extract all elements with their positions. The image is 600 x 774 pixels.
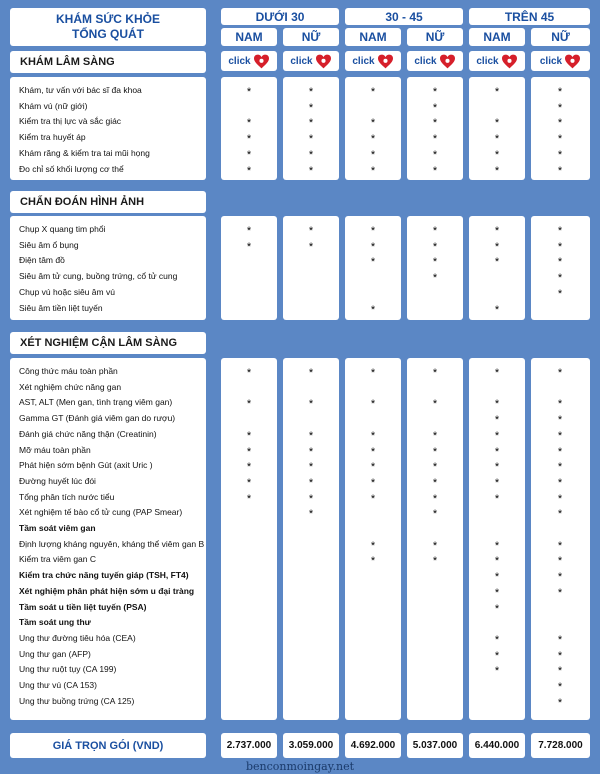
included-mark: * [557,164,563,177]
included-mark: * [246,476,252,489]
included-mark: * [557,633,563,646]
included-mark: * [308,164,314,177]
row-label: Ung thư buồng trứng (CA 125) [19,695,135,706]
included-mark: * [246,445,252,458]
row-label: Đường huyết lúc đói [19,475,96,486]
row-label: Mỡ máu toàn phần [19,444,91,455]
table-row [0,567,600,583]
row-label: Ung thư đường tiêu hóa (CEA) [19,632,136,643]
included-mark: * [308,86,314,98]
table-row [0,300,600,316]
included-mark: * [432,398,438,411]
row-label: Siêu âm tiền liệt tuyến [19,302,103,313]
included-mark: * [494,445,500,458]
row-label: Xét nghiệm phân phát hiện sớm u đại tràng [19,585,195,596]
included-mark: * [494,164,500,177]
included-mark: * [432,461,438,474]
included-mark: * [557,492,563,505]
included-mark: * [432,508,438,521]
click-button-nam-over-45[interactable]: click [469,51,525,71]
included-mark: * [557,256,563,269]
included-mark: * [432,445,438,458]
included-mark: * [557,148,563,161]
section-title-chan-doan-hinh-anh: CHẨN ĐOÁN HÌNH ẢNH [10,191,206,213]
table-row [0,442,600,458]
included-mark: * [557,133,563,146]
row-label: Ung thư gan (AFP) [19,648,91,659]
included-mark: * [370,367,376,379]
included-mark: * [557,117,563,130]
gender-nam-1: NAM [221,28,277,46]
included-mark: * [494,225,500,237]
row-label: Kiểm tra huyết áp [19,132,86,143]
row-label: Tổng phân tích nước tiểu [19,491,115,502]
table-row [0,677,600,693]
row-label: AST, ALT (Men gan, tình trạng viêm gan) [19,397,173,408]
section-title-xet-nghiem-can-lam-sang: XÉT NGHIỆM CẬN LÂM SÀNG [10,332,206,354]
included-mark: * [370,86,376,98]
price-nu-over-45: 7.728.000 [531,733,590,758]
included-mark: * [494,665,500,678]
included-mark: * [494,240,500,253]
included-mark: * [494,555,500,568]
included-mark: * [308,508,314,521]
included-mark: * [246,117,252,130]
included-mark: * [557,367,563,379]
included-mark: * [432,555,438,568]
included-mark: * [557,287,563,300]
included-mark: * [494,133,500,146]
gender-nu-1: NỮ [283,28,339,46]
row-label: Ung thư vú (CA 153) [19,680,97,690]
included-mark: * [494,476,500,489]
click-button-nu-over-45[interactable]: click [531,51,590,71]
included-mark: * [494,492,500,505]
gender-nu-3: NỮ [531,28,590,46]
table-row [0,145,600,161]
table-row [0,646,600,662]
included-mark: * [494,571,500,584]
row-label: Tầm soát u tiền liệt tuyến (PSA) [19,601,147,612]
included-mark: * [370,303,376,316]
included-mark: * [557,476,563,489]
footer-watermark: benconmoingay.net [245,760,355,773]
table-row [0,693,600,709]
row-label: Chụp X quang tim phổi [19,224,106,234]
group-under-30: DƯỚI 30 [221,8,339,25]
included-mark: * [557,461,563,474]
table-row [0,129,600,145]
table-row [0,410,600,426]
included-mark: * [432,164,438,177]
included-mark: * [432,272,438,285]
title-line-1: KHÁM SỨC KHỎE [56,12,160,26]
included-mark: * [308,240,314,253]
included-mark: * [494,303,500,316]
included-mark: * [432,133,438,146]
row-label: Xét nghiệm chức năng gan [19,381,122,392]
included-mark: * [370,539,376,552]
included-mark: * [557,445,563,458]
included-mark: * [432,539,438,552]
included-mark: * [432,225,438,237]
included-mark: * [494,414,500,427]
table-row [0,221,600,237]
row-label: Kiểm tra chức năng tuyến giáp (TSH, FT4) [19,570,189,581]
included-mark: * [557,508,563,521]
title-line-2: TỔNG QUÁT [72,27,144,41]
table-row [0,379,600,395]
click-button-nam-under-30[interactable]: click [221,51,277,71]
table-row [0,82,600,98]
included-mark: * [308,445,314,458]
row-label: Kiểm tra viêm gan C [19,554,96,565]
row-label: Đánh giá chức năng thận (Creatinin) [19,428,157,439]
price-nu-under-30: 3.059.000 [283,733,339,758]
row-label: Phát hiện sớm bệnh Gút (axit Uric ) [19,460,153,471]
included-mark: * [308,492,314,505]
row-label: Công thức máu toàn phần [19,366,118,376]
included-mark: * [432,256,438,269]
included-mark: * [494,649,500,662]
row-label: Siêu âm tử cung, buồng trứng, cổ tử cung [19,271,178,282]
included-mark: * [370,133,376,146]
gender-nam-2: NAM [345,28,401,46]
table-row [0,237,600,253]
included-mark: * [246,148,252,161]
row-label: Ung thư ruột tụy (CA 199) [19,664,117,675]
table-row [0,551,600,567]
included-mark: * [432,492,438,505]
included-mark: * [494,429,500,442]
included-mark: * [557,586,563,599]
included-mark: * [308,148,314,161]
included-mark: * [370,256,376,269]
included-mark: * [370,164,376,177]
table-row [0,394,600,410]
price-label: GIÁ TRỌN GÓI (VND) [10,733,206,758]
included-mark: * [308,429,314,442]
included-mark: * [494,256,500,269]
included-mark: * [557,665,563,678]
table-row [0,661,600,677]
group-over-45: TRÊN 45 [469,8,590,25]
row-label: Khám răng & kiểm tra tai mũi họng [19,147,150,158]
price-nam-over-45: 6.440.000 [469,733,525,758]
included-mark: * [494,398,500,411]
included-mark: * [557,86,563,98]
table-row [0,473,600,489]
included-mark: * [246,164,252,177]
included-mark: * [308,225,314,237]
heart-icon [439,54,456,69]
included-mark: * [246,367,252,379]
table-row [0,113,600,129]
included-mark: * [246,133,252,146]
included-mark: * [370,240,376,253]
included-mark: * [432,86,438,98]
included-mark: * [246,429,252,442]
included-mark: * [308,133,314,146]
included-mark: * [370,398,376,411]
included-mark: * [370,445,376,458]
row-label: Tầm soát viêm gan [19,523,96,533]
price-nam-30-45: 4.692.000 [345,733,401,758]
table-row [0,614,600,630]
table-row [0,630,600,646]
section-title-kham-lam-sang: KHÁM LÂM SÀNG [10,51,206,73]
row-label: Đo chỉ số khối lượng cơ thể [19,163,124,174]
included-mark: * [370,148,376,161]
included-mark: * [308,117,314,130]
table-row [0,457,600,473]
row-label: Định lượng kháng nguyên, kháng thể viêm gan B [19,538,205,549]
included-mark: * [370,555,376,568]
included-mark: * [246,461,252,474]
group-30-45: 30 - 45 [345,8,463,25]
row-label: Gamma GT (Đánh giá viêm gan do rượu) [19,413,176,424]
included-mark: * [246,492,252,505]
table-row [0,363,600,379]
heart-icon [253,54,270,69]
included-mark: * [557,555,563,568]
included-mark: * [370,476,376,489]
included-mark: * [494,148,500,161]
table-row [0,284,600,300]
row-label: Xét nghiệm tế bào cổ tử cung (PAP Smear) [19,507,183,518]
included-mark: * [557,398,563,411]
included-mark: * [308,398,314,411]
click-button-nam-30-45[interactable]: click [345,51,401,71]
heart-icon [315,54,332,69]
included-mark: * [246,240,252,253]
included-mark: * [557,649,563,662]
included-mark: * [494,461,500,474]
row-label: Chụp vú hoặc siêu âm vú [19,286,115,297]
included-mark: * [557,681,563,693]
table-row [0,426,600,442]
gender-nam-3: NAM [469,28,525,46]
included-mark: * [246,398,252,411]
included-mark: * [432,476,438,489]
included-mark: * [557,272,563,285]
row-label: Kiểm tra thị lực và sắc giác [19,116,122,127]
table-row [0,504,600,520]
heart-icon [377,54,394,69]
included-mark: * [494,633,500,646]
included-mark: * [432,240,438,253]
table-row [0,536,600,552]
included-mark: * [308,367,314,379]
heart-icon [564,54,581,69]
click-button-nu-under-30[interactable]: click [283,51,339,71]
table-row [0,599,600,615]
heart-icon [501,54,518,69]
table-row [0,489,600,505]
included-mark: * [370,492,376,505]
price-nam-under-30: 2.737.000 [221,733,277,758]
table-row [0,161,600,177]
table-row [0,252,600,268]
included-mark: * [308,101,314,114]
included-mark: * [246,225,252,237]
included-mark: * [370,429,376,442]
gender-nu-2: NỮ [407,28,463,46]
included-mark: * [308,461,314,474]
included-mark: * [370,117,376,130]
price-nu-30-45: 5.037.000 [407,733,463,758]
included-mark: * [370,461,376,474]
included-mark: * [246,86,252,98]
click-button-nu-30-45[interactable]: click [407,51,463,71]
included-mark: * [557,240,563,253]
row-label: Điện tâm đồ [19,255,65,266]
included-mark: * [494,586,500,599]
included-mark: * [432,148,438,161]
included-mark: * [557,571,563,584]
included-mark: * [557,101,563,114]
included-mark: * [494,367,500,379]
included-mark: * [557,429,563,442]
table-row [0,268,600,284]
included-mark: * [557,696,563,709]
included-mark: * [432,101,438,114]
included-mark: * [557,225,563,237]
included-mark: * [308,476,314,489]
row-label: Khám, tư vấn với bác sĩ đa khoa [19,85,142,95]
included-mark: * [494,539,500,552]
row-label: Siêu âm ổ bụng [19,239,79,250]
included-mark: * [432,117,438,130]
table-row [0,583,600,599]
page-title [10,8,206,46]
table-row [0,520,600,536]
included-mark: * [557,414,563,427]
included-mark: * [370,225,376,237]
row-label: Tầm soát ung thư [19,617,91,628]
row-label: Khám vú (nữ giới) [19,100,88,111]
included-mark: * [432,429,438,442]
included-mark: * [494,602,500,615]
included-mark: * [494,86,500,98]
included-mark: * [494,117,500,130]
included-mark: * [557,539,563,552]
table-row [0,98,600,114]
included-mark: * [432,367,438,379]
